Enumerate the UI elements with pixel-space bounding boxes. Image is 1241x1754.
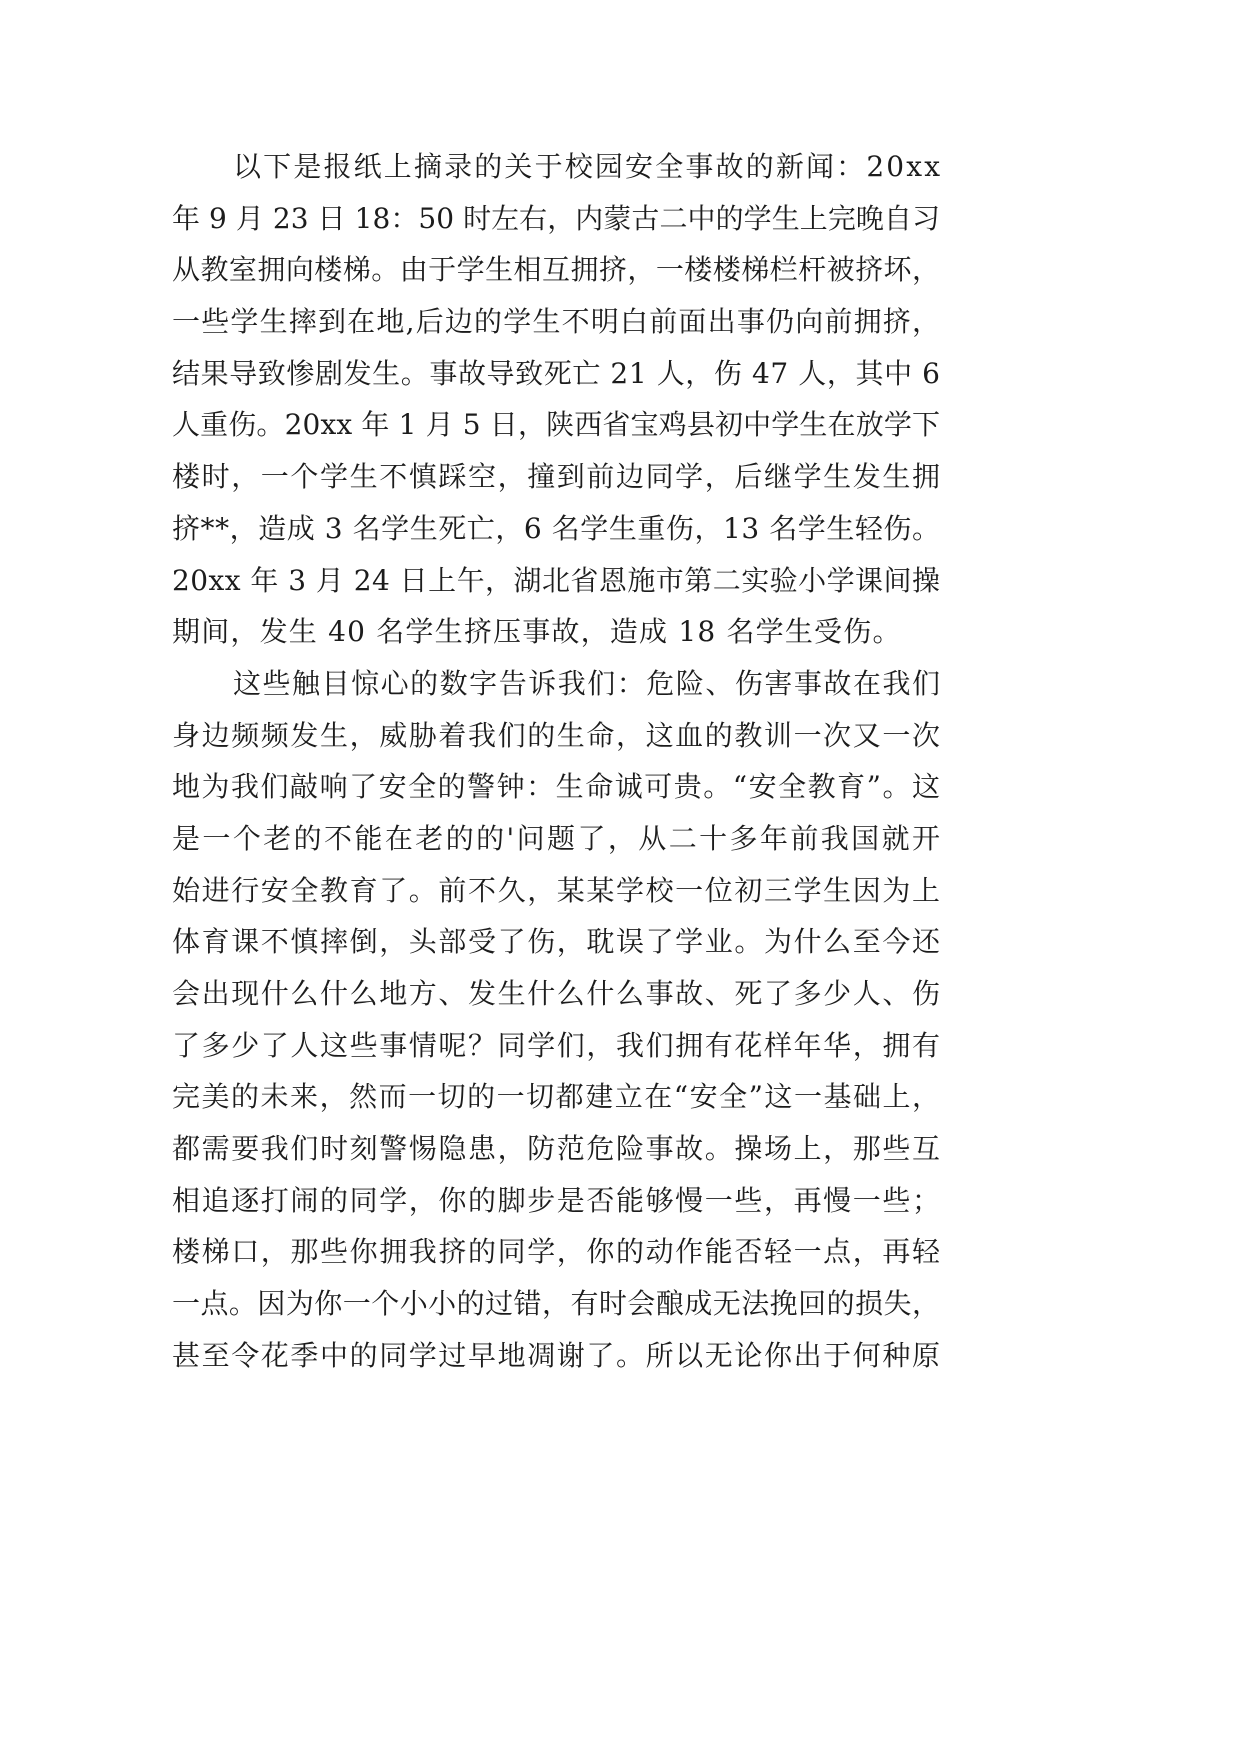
text-line [172,1330,940,1382]
text-line [172,606,940,658]
text-line [172,1175,940,1227]
paragraph-2 [172,658,943,1382]
text-line-content: 身边频频发生，威胁着我们的生命，这血的教训一次又一次 [172,718,942,752]
text-line [172,658,940,710]
text-line [172,244,940,296]
paragraph-1 [172,141,943,658]
text-line-content: 会出现什么什么地方、发生什么什么事故、死了多少人、伤 [172,977,942,1010]
text-line-content: 相追逐打闹的同学，你的脚步是否能够慢一些，再慢一些； [172,1183,942,1217]
text-line-content: 挤**，造成 3 名学生死亡，6 名学生重伤，13 名学生轻伤。 [172,511,941,545]
text-line [172,1071,940,1123]
text-line-content: 都需要我们时刻警惕隐患，防范危险事故。操场上，那些互 [172,1132,942,1166]
text-line-content: 始进行安全教育了。前不久，某某学校一位初三学生因为上 [172,873,942,907]
text-line [172,555,940,607]
text-line-content: 甚至令花季中的同学过早地凋谢了。所以无论你出于何种原 [172,1338,942,1372]
text-line [172,451,940,503]
text-line [172,1123,940,1175]
text-line [172,399,940,451]
text-line [172,813,943,865]
text-line [172,710,940,762]
text-line [172,296,940,348]
text-line [172,1226,940,1278]
text-line-content: 完美的未来，然而一切的一切都建立在“安全”这一基础上， [172,1080,942,1114]
text-line-content: 楼梯口，那些你拥我挤的同学，你的动作能否轻一点，再轻 [172,1235,942,1269]
document-body [172,141,943,1382]
text-line-content: 地为我们敲响了安全的警钟：生命诚可贵。“安全教育”。这 [172,770,942,804]
text-line-content: 一些学生摔到在地,后边的学生不明白前面出事仍向前拥挤， [172,305,942,339]
text-line [172,916,940,968]
text-line [172,1020,940,1072]
text-line [172,193,940,245]
text-line [172,141,943,193]
text-line-content: 一点。因为你一个小小的过错，有时会酿成无法挽回的损失， [172,1287,941,1321]
text-line-content: 楼时，一个学生不慎踩空，撞到前边同学，后继学生发生拥 [172,460,942,494]
text-line-content: 结果导致惨剧发生。事故导致死亡 21 人，伤 47 人，其中 6 [172,356,941,390]
text-line [172,761,940,813]
text-line-content: 20xx 年 3 月 24 日上午，湖北省恩施市第二实验小学课间操 [172,563,941,597]
text-line [172,968,940,1020]
text-line-content: 期间，发生 40 名学生挤压事故，造成 18 名学生受伤。 [172,615,902,649]
text-line-content: 人重伤。20xx 年 1 月 5 日，陕西省宝鸡县初中学生在放学下 [172,408,941,442]
text-line [172,348,940,400]
text-line-content: 了多少了人这些事情呢？同学们，我们拥有花样年华，拥有 [172,1028,942,1062]
text-line-content: 从教室拥向楼梯。由于学生相互拥挤，一楼楼梯栏杆被挤坏， [172,253,941,287]
text-line-content: 是一个老的不能在老的的'问题了，从二十多年前我国就开 [172,821,943,855]
text-line-content: 以下是报纸上摘录的关于校园安全事故的新闻：20xx [233,150,943,183]
text-line-content: 体育课不慎摔倒，头部受了伤，耽误了学业。为什么至今还 [172,925,942,959]
text-line [172,1278,940,1330]
text-line-content: 年 9 月 23 日 18：50 时左右，内蒙古二中的学生上完晚自习 [172,201,941,235]
text-line [172,865,940,917]
text-line [172,503,940,555]
text-line-content: 这些触目惊心的数字告诉我们：危险、伤害事故在我们 [233,666,942,700]
